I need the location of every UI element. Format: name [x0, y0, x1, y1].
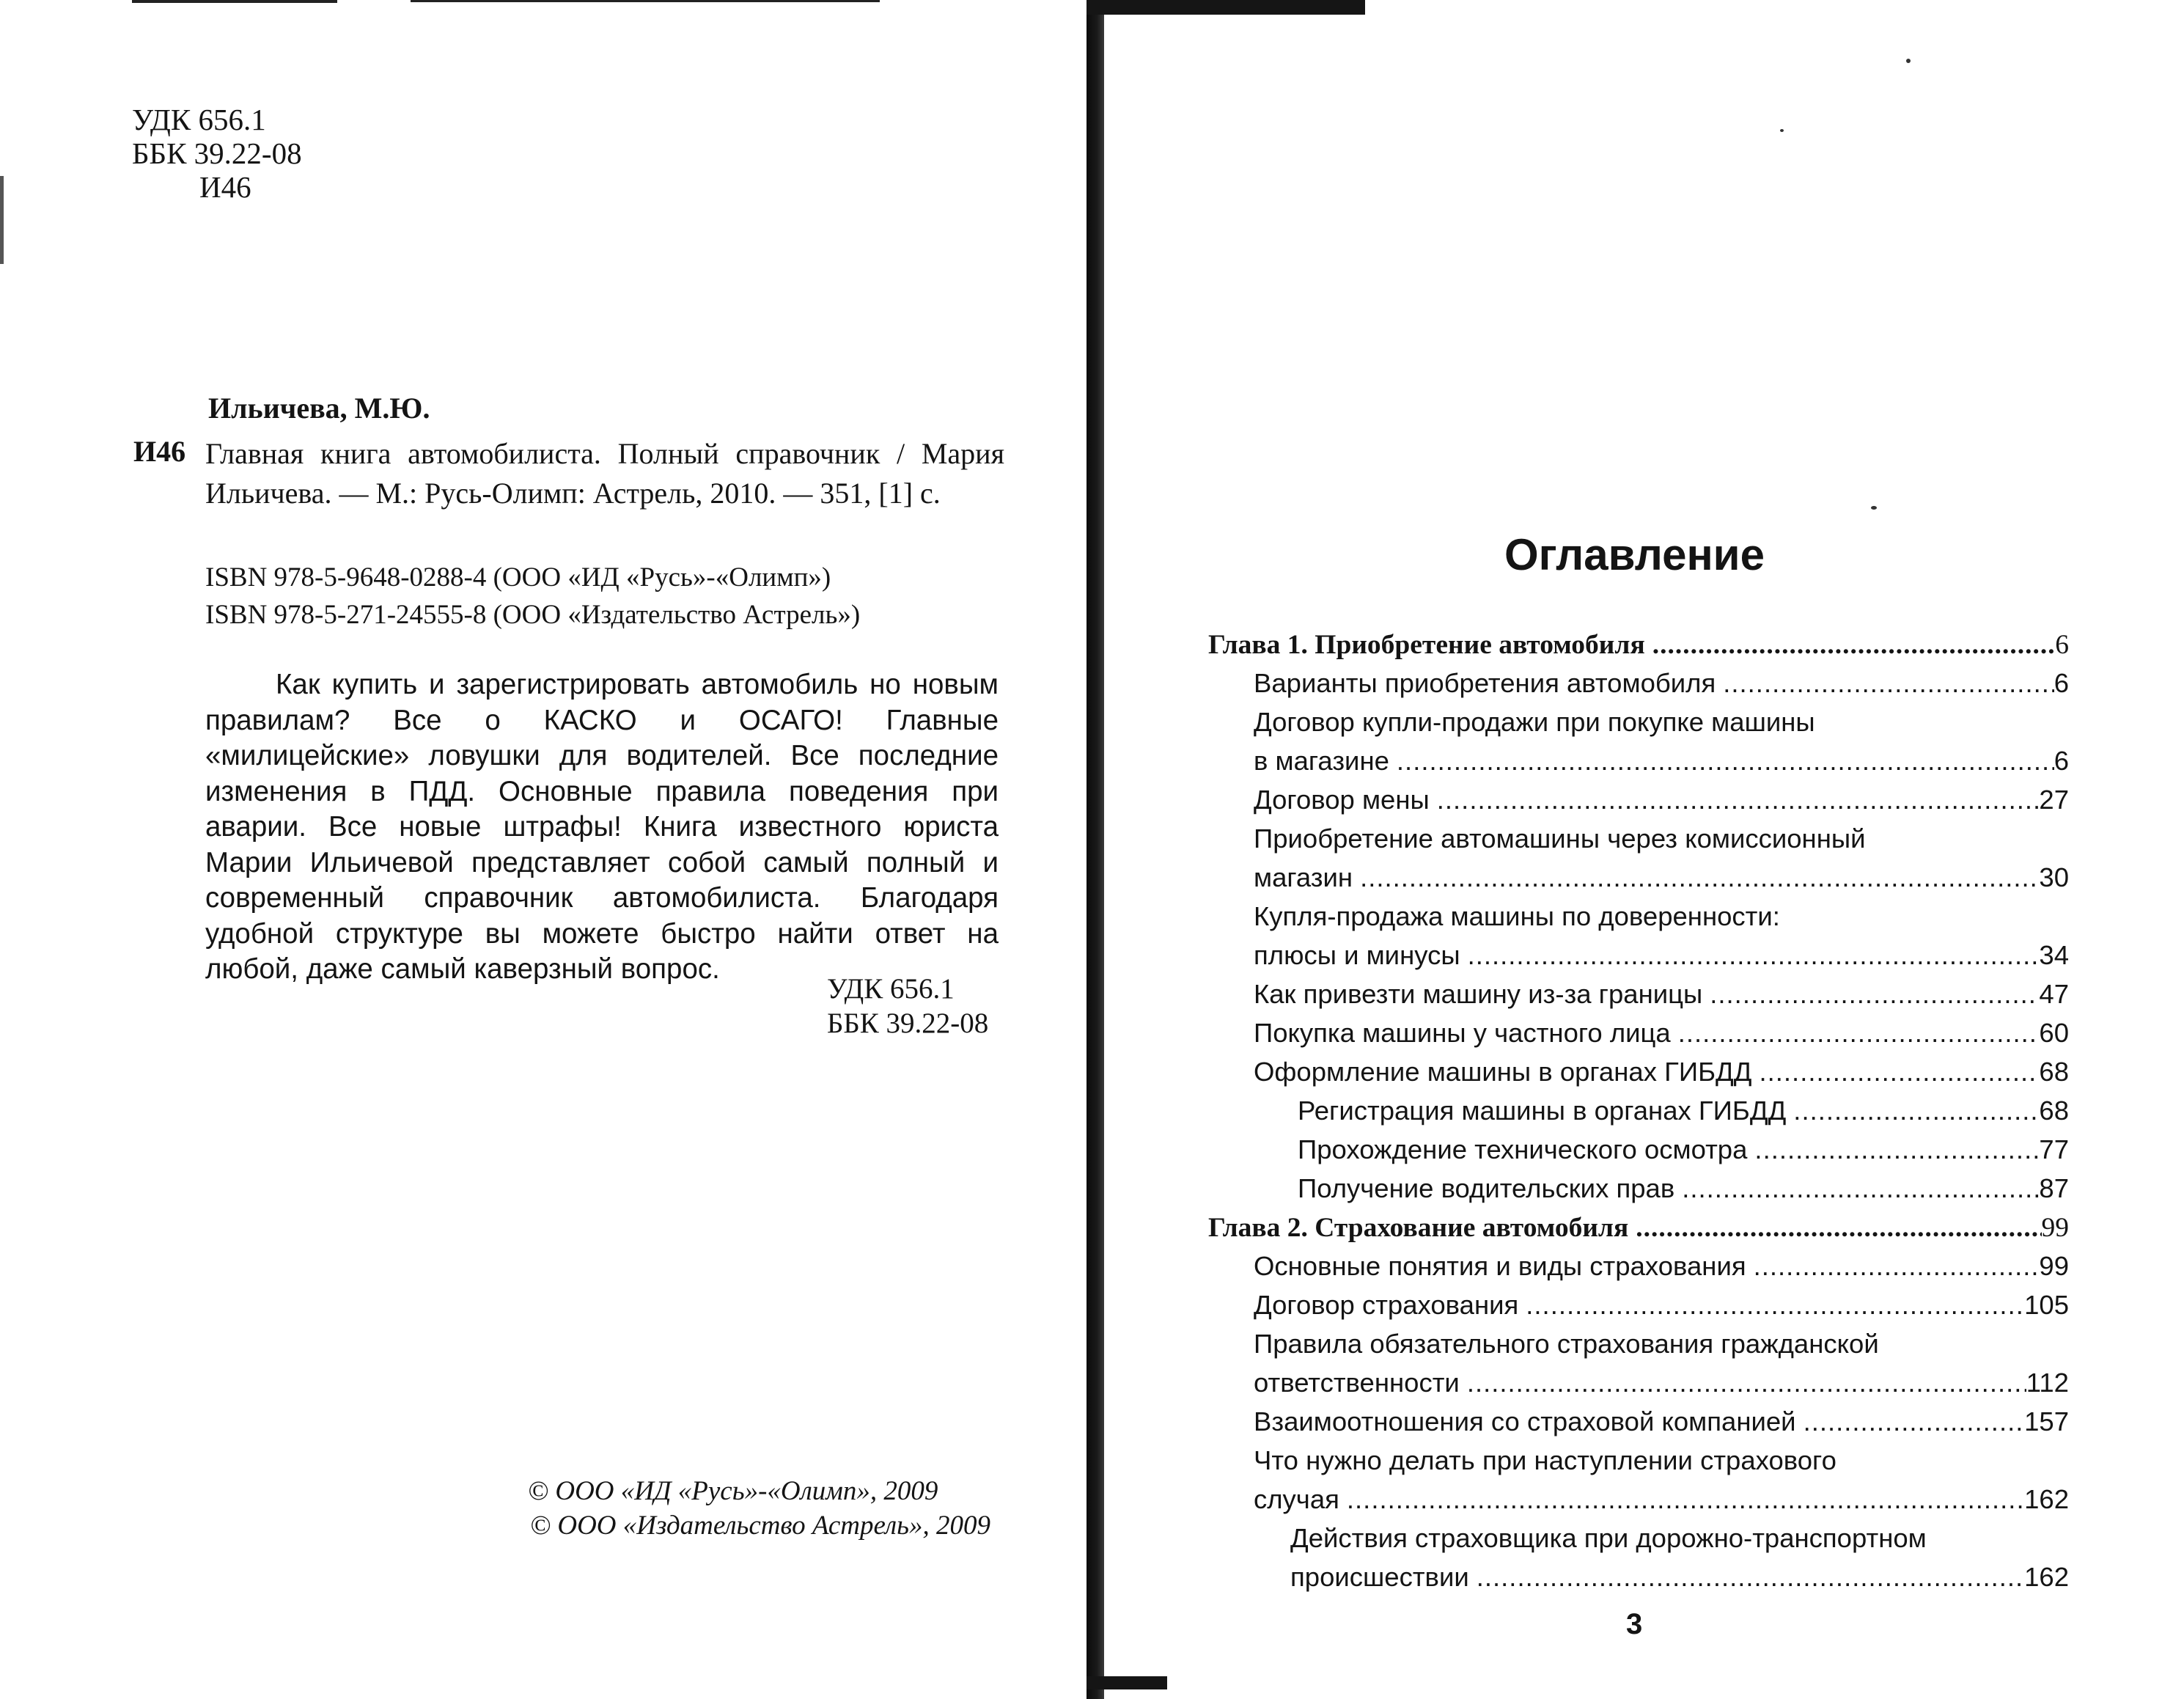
toc-subentry[interactable]: Прохождение технического осмотра ..... 77 [1208, 1134, 2069, 1173]
toc-entry[interactable]: Договор мены ..... 27 [1208, 785, 2069, 823]
copyright-line: © ООО «ИД «Русь»-«Олимп», 2009 [528, 1476, 938, 1506]
isbn-block [205, 559, 860, 634]
scan-speck [1780, 129, 1784, 132]
scan-speck [1871, 506, 1877, 510]
toc-entry[interactable]: Основные понятия и виды страхования ..... 99 [1208, 1251, 2069, 1290]
toc-title: Оглавление [1504, 530, 1765, 579]
udk-code: УДК 656.1 [827, 973, 955, 1005]
toc-entry[interactable]: Покупка машины у частного лица ..... 60 [1208, 1018, 2069, 1057]
toc-subentry[interactable]: Получение водительских прав ..... 87 [1208, 1173, 2069, 1212]
author-sign: И46 [199, 170, 251, 204]
toc-subentry[interactable]: Действия страховщика при дорожно-транспортном [1290, 1523, 1927, 1553]
page-number: 3 [1626, 1608, 1643, 1640]
toc-entry-chapter[interactable]: Глава 2. Страхование автомобиля ..... 99 [1208, 1212, 2069, 1251]
annotation-text: Как купить и зарегистрировать автомобиль но новым правилам? Все о КАСКО и ОСАГО! Главные «милицейские» ловушки для водителей. Все последние изменения в ПДД. Основные правила поведения при аварии. Все новые штрафы! Книга известного юриста Марии Ильичевой представляет собой самый полный и современный справочник автомобилиста. Благодаря удобной структуре вы можете быстро найти ответ на любой, даже самый каверзный вопрос. [205, 669, 999, 985]
book-spine-shadow [1087, 0, 1104, 1699]
toc-entry-continuation[interactable]: магазин ..... 30 [1208, 862, 2069, 901]
author-index-code: И46 [133, 435, 186, 468]
bbk-code: ББК 39.22-08 [827, 1008, 989, 1039]
copyright-line: © ООО «Издательство Астрель», 2009 [530, 1511, 990, 1541]
isbn-line: ISBN 978-5-271-24555-8 (ООО «Издательство Астрель») [205, 600, 861, 630]
bibliographic-description: Главная книга автомобилиста. Полный справочник / Мария Ильичева. — М.: Русь-Олимп: Астрель, 2010. — 351, [1] с. [205, 437, 1004, 510]
toc-entry[interactable]: Что нужно делать при наступлении страхового [1254, 1445, 1836, 1475]
classification-codes-bottom [827, 972, 988, 1041]
toc-entry-continuation[interactable]: случая ..... 162 [1208, 1484, 2069, 1523]
toc-entry[interactable]: Оформление машины в органах ГИБДД ..... 68 [1208, 1057, 2069, 1096]
isbn-line: ISBN 978-5-9648-0288-4 (ООО «ИД «Русь»-«Олимп») [205, 562, 831, 592]
copyright-block [528, 1474, 990, 1543]
classification-codes-top [132, 103, 302, 204]
toc-subentry-continuation[interactable]: происшествии ..... 162 [1208, 1562, 2069, 1601]
toc-entry[interactable]: Договор купли-продажи при покупке машины [1254, 707, 1815, 737]
bbk-code: ББК 39.22-08 [132, 136, 302, 170]
scan-speck [1906, 59, 1911, 63]
book-annotation [205, 667, 999, 988]
author-name: Ильичева, М.Ю. [208, 392, 430, 425]
toc-entry[interactable]: Правила обязательного страхования гражданской [1254, 1329, 1879, 1359]
toc-entry[interactable]: Купля-продажа машины по доверенности: [1254, 901, 1780, 931]
book-spine-shadow-bottom [1087, 1676, 1167, 1689]
table-of-contents [1208, 629, 2069, 1601]
book-spine-shadow-top [1087, 0, 1365, 15]
toc-entry[interactable]: Варианты приобретения автомобиля ..... 6 [1208, 668, 2069, 707]
toc-entry[interactable]: Приобретение автомашины через комиссионный [1254, 823, 1866, 854]
toc-entry-continuation[interactable]: ответственности ..... 112 [1208, 1368, 2069, 1406]
toc-entry[interactable]: Взаимоотношения со страховой компанией ..... 157 [1208, 1406, 2069, 1445]
toc-entry[interactable]: Договор страхования ..... 105 [1208, 1290, 2069, 1329]
imprint-page [0, 0, 1085, 1699]
toc-entry[interactable]: Как привезти машину из-за границы ..... 47 [1208, 979, 2069, 1018]
toc-subentry[interactable]: Регистрация машины в органах ГИБДД ..... 68 [1208, 1096, 2069, 1134]
toc-entry-chapter[interactable]: Глава 1. Приобретение автомобиля ..... 6 [1208, 629, 2069, 668]
toc-entry-continuation[interactable]: в магазине ..... 6 [1208, 746, 2069, 785]
toc-entry-continuation[interactable]: плюсы и минусы ..... 34 [1208, 940, 2069, 979]
udk-code: УДК 656.1 [132, 103, 266, 136]
